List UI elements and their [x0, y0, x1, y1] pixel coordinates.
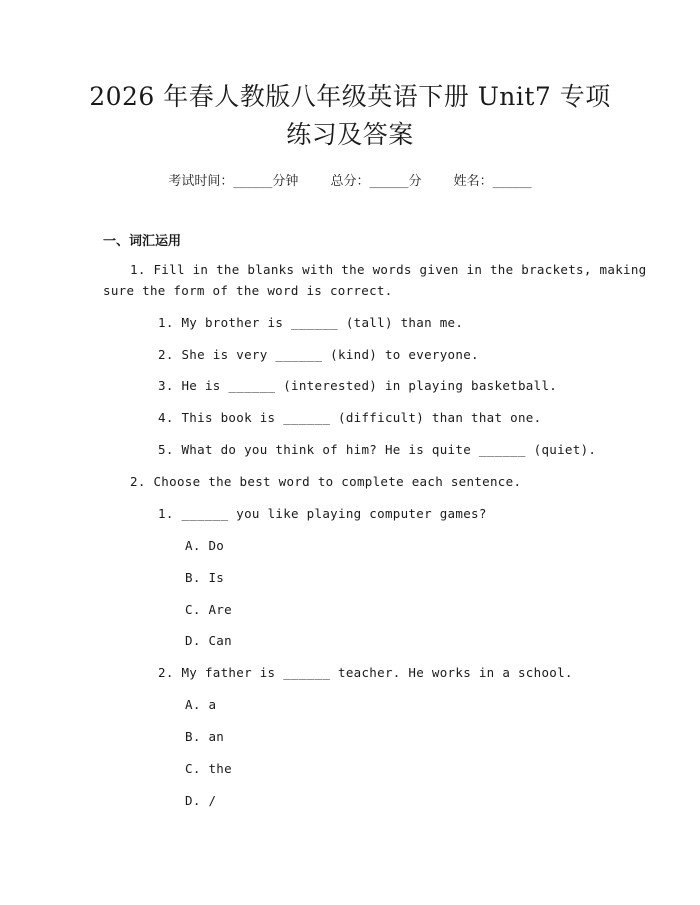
q1-instruction-line1: 1. Fill in the blanks with the words given in the brackets, making	[130, 262, 647, 277]
exam-time: 考试时间：______分钟	[168, 174, 299, 189]
q2-option: C. the	[185, 761, 232, 776]
q2-option: D. /	[185, 793, 217, 808]
q1-item: 3. He is ______ (interested) in playing basketball.	[158, 378, 558, 393]
q1-item: 4. This book is ______ (difficult) than that one.	[158, 410, 542, 425]
q1-instruction-line2: sure the form of the word is correct.	[103, 283, 393, 298]
q2-instruction: 2. Choose the best word to complete each sentence.	[130, 474, 522, 489]
document-title-line2: 练习及答案	[286, 120, 414, 149]
q2-item-stem: 1. ______ you like playing computer games?	[158, 506, 487, 521]
q2-option: B. an	[185, 729, 225, 744]
q2-option: B. Is	[185, 570, 225, 585]
exam-name-field: 姓名：______	[453, 174, 532, 189]
q2-option: D. Can	[185, 633, 232, 648]
q2-option: C. Are	[185, 602, 232, 617]
exam-meta	[0, 170, 700, 189]
q1-item: 1. My brother is ______ (tall) than me.	[158, 315, 464, 330]
q2-item-stem: 2. My father is ______ teacher. He works in a school.	[158, 665, 573, 680]
section-heading: 一、词汇运用	[103, 234, 182, 249]
q2-option: A. a	[185, 697, 217, 712]
q1-item: 2. She is very ______ (kind) to everyone.	[158, 347, 479, 362]
q1-item: 5. What do you think of him? He is quite ______ (quiet).	[158, 442, 597, 457]
document-title-line1: 2026 年春人教版八年级英语下册 Unit7 专项	[89, 82, 611, 111]
exam-total-score: 总分：______分	[330, 174, 422, 189]
q2-option: A. Do	[185, 538, 225, 553]
